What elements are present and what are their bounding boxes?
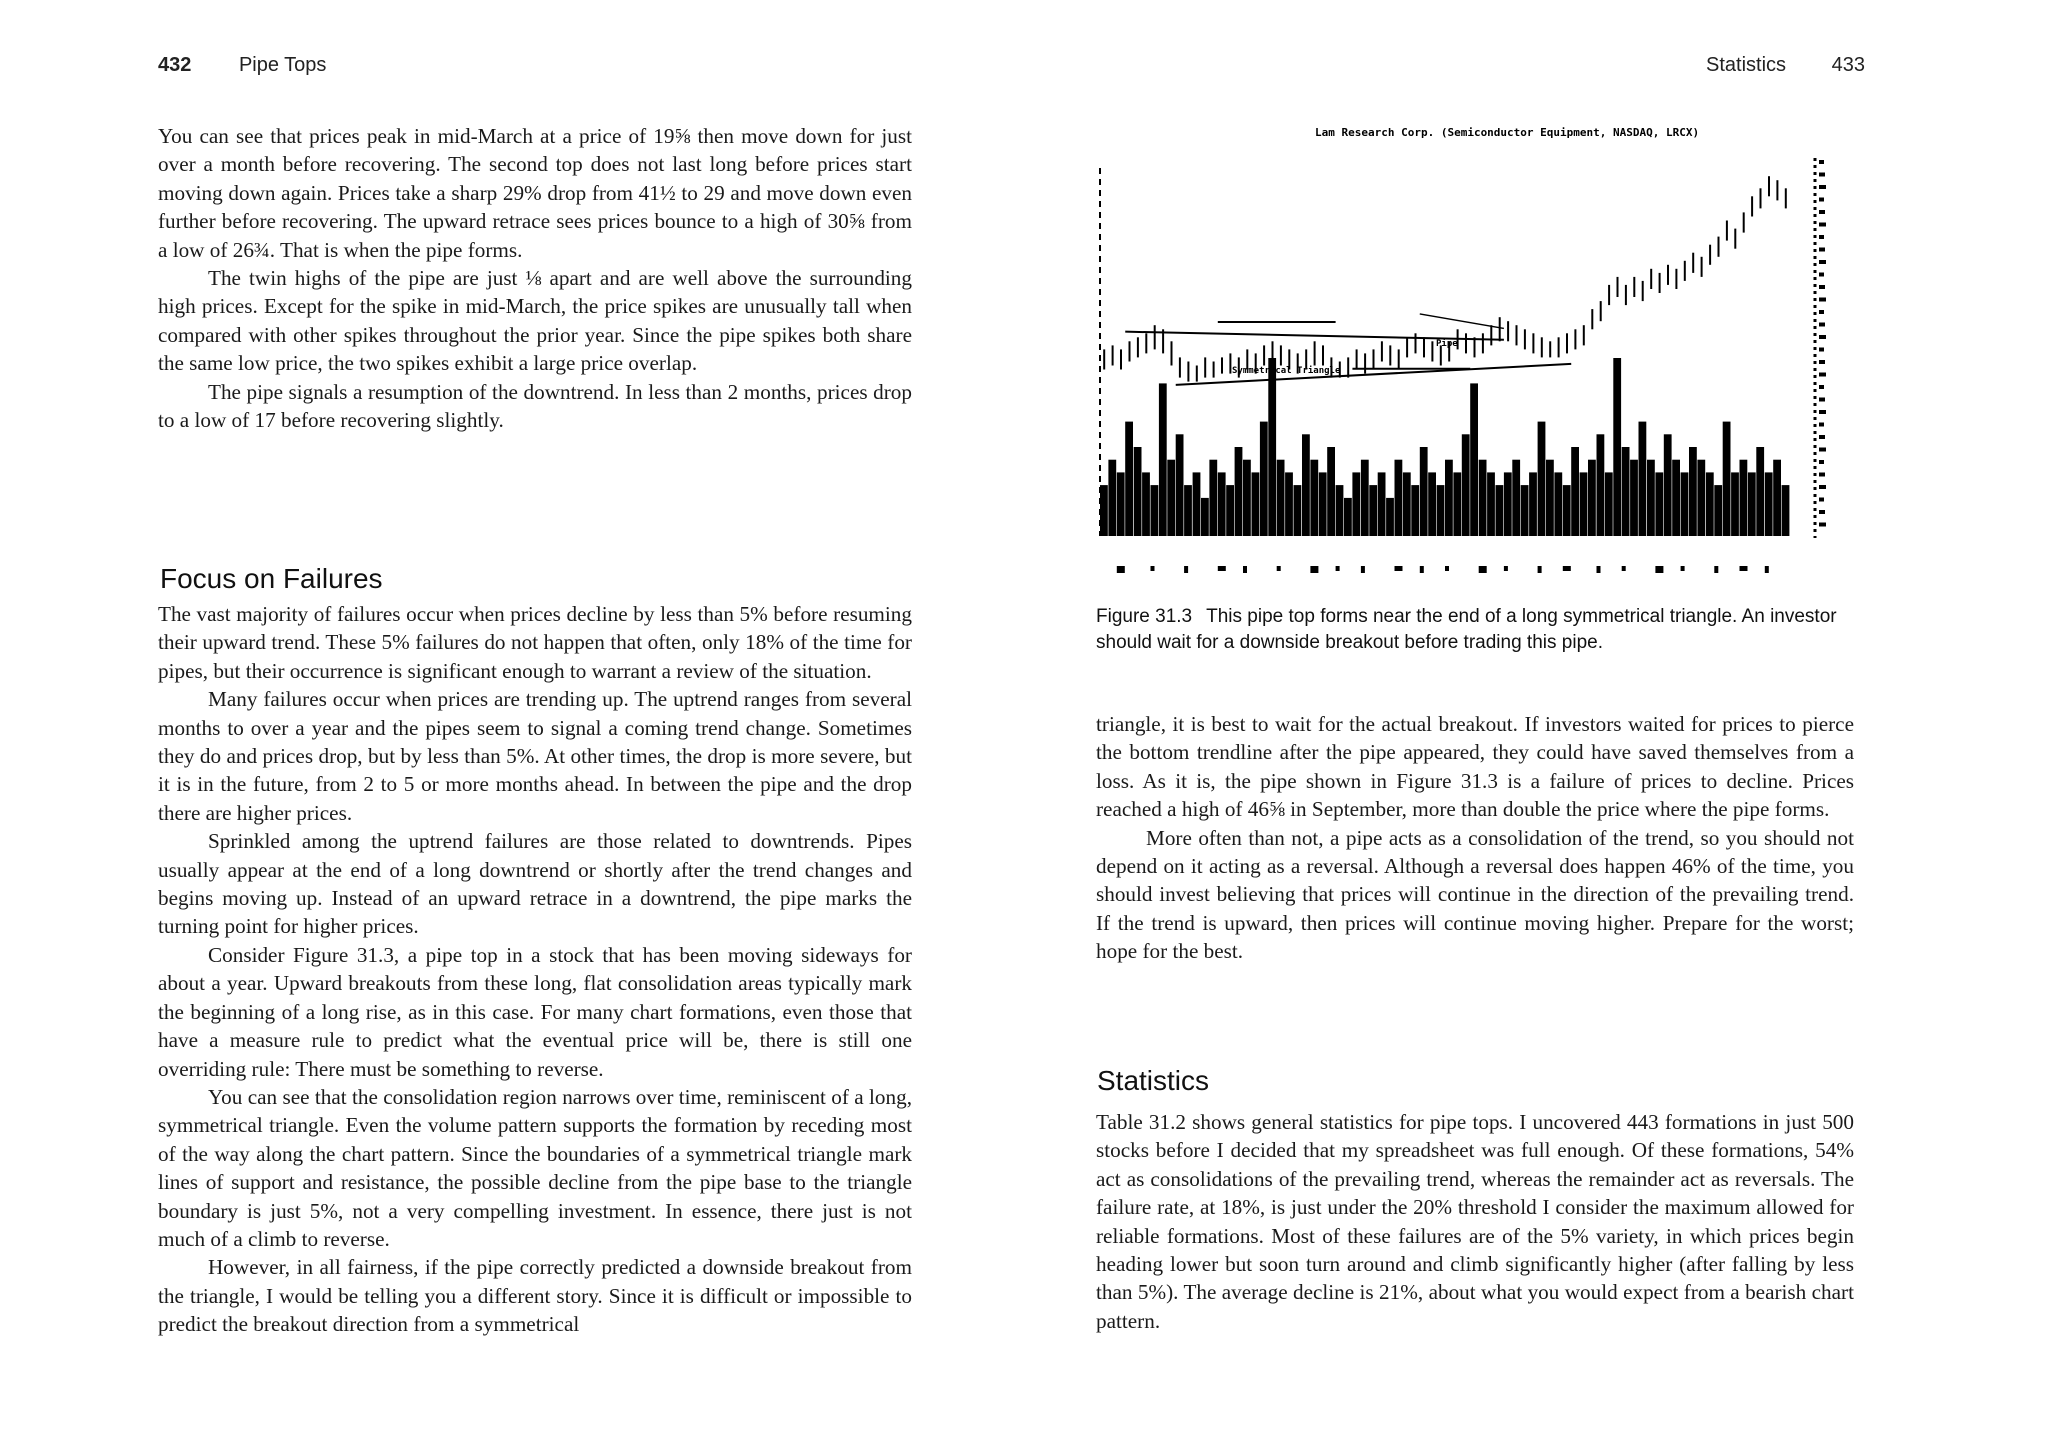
- continuation-text-block: [1096, 710, 1854, 966]
- volume-bar: [1496, 485, 1504, 536]
- right-axis-tick: [1819, 323, 1825, 327]
- volume-bar: [1462, 434, 1470, 536]
- right-axis-tick: [1819, 485, 1826, 489]
- right-axis-tick: [1819, 373, 1826, 377]
- volume-bar: [1479, 460, 1487, 536]
- volume-bar: [1453, 472, 1461, 536]
- continuation-paragraph: triangle, it is best to wait for the actual breakout. If investors waited for prices to pierce the bottom trendline after the pipe appeared, they could have saved themselves from a loss. As it is, the pipe shown in Figure 31.3 is a failure of prices to decline. Prices reached a high of 46⅝ in September, more than double the price where the pipe forms.: [1096, 712, 1854, 822]
- left-running-title: Pipe Tops: [238, 54, 327, 76]
- right-axis-tick: [1819, 435, 1825, 439]
- x-tick-mark: [1714, 566, 1718, 573]
- x-tick-mark: [1445, 566, 1449, 571]
- left-running-head: [158, 54, 326, 77]
- x-tick-mark: [1336, 566, 1340, 571]
- volume-bar: [1773, 460, 1781, 536]
- volume-bar: [1125, 422, 1133, 536]
- x-tick-mark: [1622, 566, 1626, 571]
- right-axis-tick: [1819, 473, 1825, 477]
- left-page-number: 432: [158, 54, 192, 76]
- right-axis-tick: [1819, 498, 1824, 502]
- volume-bar: [1664, 434, 1672, 536]
- volume-bars: [1100, 358, 1789, 536]
- x-tick-mark: [1395, 566, 1403, 571]
- right-axis-tick: [1819, 198, 1824, 202]
- volume-bar: [1184, 485, 1192, 536]
- right-axis-tick: [1819, 448, 1826, 452]
- x-tick-mark: [1563, 566, 1571, 571]
- symmetrical-triangle-label: Symmetrical Triangle: [1232, 366, 1341, 376]
- x-tick-mark: [1597, 566, 1601, 573]
- statistics-text-block: [1096, 1108, 1854, 1335]
- volume-bar: [1756, 447, 1764, 536]
- volume-bar: [1647, 460, 1655, 536]
- figure-caption-label: Figure 31.3: [1096, 606, 1193, 627]
- volume-bar: [1369, 485, 1377, 536]
- right-axis-tick: [1819, 223, 1826, 227]
- volume-bar: [1361, 460, 1369, 536]
- volume-bar: [1538, 422, 1546, 536]
- x-tick-mark: [1310, 566, 1318, 573]
- right-axis-tick: [1819, 423, 1824, 427]
- volume-bar: [1209, 460, 1217, 536]
- volume-bar: [1302, 434, 1310, 536]
- x-tick-mark: [1538, 566, 1542, 573]
- x-tick-mark: [1655, 566, 1663, 573]
- volume-bar: [1327, 447, 1335, 536]
- right-axis-tick: [1819, 348, 1824, 352]
- price-bars: [1104, 176, 1786, 381]
- volume-bar: [1218, 472, 1226, 536]
- right-axis-tick: [1819, 235, 1824, 239]
- x-tick-mark: [1184, 566, 1188, 573]
- right-running-title: Statistics: [1706, 54, 1787, 76]
- volume-bar: [1512, 460, 1520, 536]
- right-axis-tick: [1819, 360, 1825, 364]
- price-volume-chart: [1090, 118, 1860, 588]
- volume-bar: [1740, 460, 1748, 536]
- volume-bar: [1554, 472, 1562, 536]
- right-axis-tick: [1819, 185, 1826, 189]
- chart-title: Lam Research Corp. (Semiconductor Equipment, NASDAQ, LRCX): [1315, 126, 1700, 139]
- figure-caption-text: This pipe top forms near the end of a long symmetrical triangle. An investor should wait for a downside breakout before trading this pipe.: [1096, 606, 1837, 653]
- volume-bar: [1142, 472, 1150, 536]
- right-axis-tick: [1819, 210, 1825, 214]
- failures-paragraph: You can see that the consolidation region narrows over time, reminiscent of a long, symmetrical triangle. Even the volume pattern supports the formation by receding most of the way along the chart pattern. Since the boundaries of a symmetrical triangle mark lines of support and resistance, the possible decline from the pipe base to the triangle boundary is just 5%, not a very compelling investment. In essence, there just is not much of a climb to reverse.: [158, 1084, 912, 1251]
- volume-bar: [1487, 472, 1495, 536]
- volume-bar: [1167, 460, 1175, 536]
- volume-bar: [1201, 498, 1209, 536]
- volume-bar: [1714, 485, 1722, 536]
- volume-bar: [1403, 472, 1411, 536]
- pipe-label: Pipe: [1436, 339, 1458, 349]
- right-axis-tick: [1819, 398, 1825, 402]
- x-tick-mark: [1504, 566, 1508, 571]
- volume-bar: [1597, 434, 1605, 536]
- right-axis-tick: [1819, 410, 1826, 414]
- intro-text-block: [158, 122, 912, 434]
- volume-bar: [1100, 485, 1108, 536]
- right-axis-tick: [1819, 460, 1824, 464]
- right-axis-tick: [1819, 510, 1825, 514]
- volume-bar: [1681, 472, 1689, 536]
- statistics-heading: Statistics: [1097, 1065, 1210, 1097]
- right-axis-tick: [1819, 385, 1824, 389]
- volume-bar: [1782, 485, 1790, 536]
- figure-31-3-chart: [1090, 118, 1860, 588]
- volume-bar: [1748, 472, 1756, 536]
- x-tick-mark: [1479, 566, 1487, 573]
- right-axis-tick: [1819, 248, 1825, 252]
- volume-bar: [1437, 485, 1445, 536]
- volume-bar: [1672, 460, 1680, 536]
- volume-bar: [1571, 447, 1579, 536]
- volume-bar: [1226, 485, 1234, 536]
- volume-bar: [1605, 472, 1613, 536]
- x-tick-mark: [1218, 566, 1226, 571]
- right-page-number: 433: [1831, 54, 1865, 76]
- right-axis-tick: [1819, 273, 1824, 277]
- failures-paragraph: The vast majority of failures occur when prices decline by less than 5% before resuming their upward trend. These 5% failures do not happen that often, only 18% of the time for pipes, but their occurrence is significant enough to warrant a review of the situation.: [158, 602, 912, 683]
- volume-bar: [1252, 472, 1260, 536]
- volume-bar: [1504, 472, 1512, 536]
- right-axis-tick: [1819, 335, 1826, 339]
- right-axis-tick: [1819, 523, 1826, 527]
- x-tick-mark: [1277, 566, 1281, 571]
- x-axis-ticks: [1117, 566, 1769, 573]
- right-axis-tick: [1819, 160, 1824, 164]
- statistics-paragraph: Table 31.2 shows general statistics for pipe tops. I uncovered 443 formations in just 500 stocks before I decided that my spreadsheet was full enough. Of these formations, 54% act as consolidations of the prevailing trend, whereas the remainder act as reversals. The failure rate, at 18%, is just under the 20% threshold I consider the maximum allowed for reliable formations. Most of these failures are of the 5% variety, in which prices begin heading lower but soon turn around and climb significantly higher (after falling by less than 5%). The average decline is 21%, about what you would expect from a bearish chart pattern.: [1096, 1110, 1854, 1333]
- x-tick-mark: [1361, 566, 1365, 573]
- volume-bar: [1765, 472, 1773, 536]
- figure-caption: [1096, 604, 1854, 656]
- volume-bar: [1243, 460, 1251, 536]
- volume-bar: [1411, 485, 1419, 536]
- failures-paragraph: Sprinkled among the uptrend failures are those related to downtrends. Pipes usually appear at the end of a long downtrend or shortly after the trend changes and begins moving up. Instead of an upward retrace in a downtrend, the pipe marks the turning point for higher prices.: [158, 829, 912, 939]
- intro-paragraph: The pipe signals a resumption of the downtrend. In less than 2 months, prices drop to a low of 17 before recovering slightly.: [158, 379, 912, 433]
- x-tick-mark: [1420, 566, 1424, 573]
- volume-bar: [1420, 447, 1428, 536]
- failures-paragraph: Many failures occur when prices are trending up. The uptrend ranges from several months to over a year and the pipes seem to signal a coming trend change. Sometimes they do and prices drop, but by less than 5%. At other times, the drop is more severe, but it is in the future, from 2 to 5 or more months ahead. In between the pipe and the drop there are higher prices.: [158, 687, 912, 825]
- volume-bar: [1294, 485, 1302, 536]
- volume-bar: [1470, 383, 1478, 536]
- volume-bar: [1529, 472, 1537, 536]
- volume-bar: [1639, 422, 1647, 536]
- volume-bar: [1655, 472, 1663, 536]
- failures-paragraph: Consider Figure 31.3, a pipe top in a stock that has been moving sideways for about a year. Upward breakouts from these long, flat consolidation areas typically mark the beginning of a long rise, as in this case. For many chart formations, even those that have a measure rule to predict what the eventual price will be, there is still one overriding rule: There must be something to reverse.: [158, 942, 912, 1081]
- x-tick-mark: [1243, 566, 1247, 573]
- volume-bar: [1134, 447, 1142, 536]
- volume-bar: [1235, 447, 1243, 536]
- volume-bar: [1268, 358, 1276, 536]
- volume-bar: [1428, 472, 1436, 536]
- volume-bar: [1378, 472, 1386, 536]
- right-axis-tick: [1819, 310, 1824, 314]
- volume-bar: [1310, 460, 1318, 536]
- right-axis-tick: [1819, 298, 1826, 302]
- volume-bar: [1108, 460, 1116, 536]
- x-tick-mark: [1740, 566, 1748, 571]
- failures-text-block: [158, 600, 912, 1339]
- volume-bar: [1277, 460, 1285, 536]
- volume-bar: [1319, 472, 1327, 536]
- volume-bar: [1622, 447, 1630, 536]
- failures-paragraph: However, in all fairness, if the pipe correctly predicted a downside breakout from the triangle, I would be telling you a different story. Since it is difficult or impossible to predict the breakout direction from a symmetrical: [158, 1255, 912, 1337]
- volume-bar: [1260, 422, 1268, 536]
- right-axis-tick: [1819, 173, 1825, 177]
- x-tick-mark: [1151, 566, 1155, 571]
- volume-bar: [1689, 447, 1697, 536]
- x-tick-mark: [1117, 566, 1125, 573]
- volume-bar: [1563, 485, 1571, 536]
- volume-bar: [1546, 460, 1554, 536]
- volume-bar: [1159, 383, 1167, 536]
- volume-bar: [1697, 460, 1705, 536]
- right-axis-tick: [1819, 285, 1825, 289]
- volume-bar: [1352, 472, 1360, 536]
- focus-on-failures-heading: Focus on Failures: [160, 563, 383, 595]
- volume-bar: [1193, 472, 1201, 536]
- volume-bar: [1731, 472, 1739, 536]
- volume-bar: [1151, 485, 1159, 536]
- intro-paragraph: The twin highs of the pipe are just ⅛ apart and are well above the surrounding high prices. Except for the spike in mid-March, the price spikes are unusually tall when compared with other spikes throughout the prior year. Since the pipe spikes both share the same low price, the two spikes exhibit a large price overlap.: [158, 266, 912, 376]
- volume-bar: [1285, 472, 1293, 536]
- volume-bar: [1445, 460, 1453, 536]
- volume-bar: [1723, 422, 1731, 536]
- right-axis-tick: [1819, 260, 1826, 264]
- volume-bar: [1344, 498, 1352, 536]
- volume-bar: [1386, 498, 1394, 536]
- volume-bar: [1176, 434, 1184, 536]
- x-tick-mark: [1681, 566, 1685, 571]
- x-tick-mark: [1765, 566, 1769, 573]
- volume-bar: [1630, 460, 1638, 536]
- volume-bar: [1706, 472, 1714, 536]
- volume-bar: [1117, 472, 1125, 536]
- volume-bar: [1336, 485, 1344, 536]
- continuation-paragraph: More often than not, a pipe acts as a consolidation of the trend, so you should not depend on it acting as a reversal. Although a reversal does happen 46% of the time, you should invest believing that prices will continue in the direction of the prevailing trend. If the trend is upward, then prices will continue moving higher. Prepare for the worst; hope for the best.: [1096, 825, 1854, 964]
- volume-bar: [1580, 472, 1588, 536]
- right-running-head: [1706, 54, 1865, 77]
- volume-bar: [1588, 460, 1596, 536]
- intro-paragraph: You can see that prices peak in mid-March at a price of 19⅝ then move down for just over a month before recovering. The second top does not last long before prices start moving down again. Prices take a sharp 29% drop from 41½ to 29 and move down even further before recovering. The upward retrace sees prices bounce to a high of 30⅝ from a low of 26¾. That is when the pipe forms.: [158, 124, 912, 262]
- volume-bar: [1395, 460, 1403, 536]
- right-axis: [1815, 158, 1826, 538]
- volume-bar: [1521, 485, 1529, 536]
- volume-bar: [1613, 358, 1621, 536]
